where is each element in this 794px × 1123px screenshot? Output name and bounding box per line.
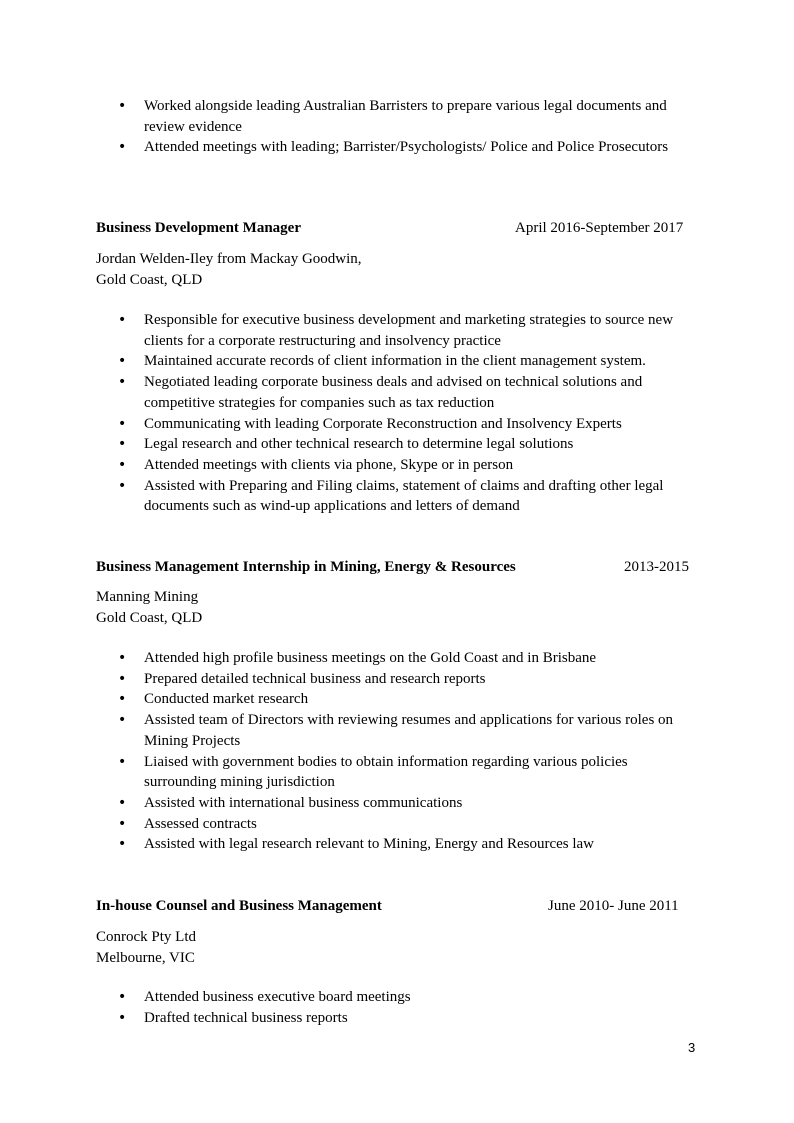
- job-dates: 2013-2015: [624, 559, 689, 575]
- list-item: • Prepared detailed technical business and research reports: [96, 669, 696, 690]
- org-location: Gold Coast, QLD: [96, 609, 203, 626]
- list-item: • Communicating with leading Corporate Reconstruction and Insolvency Experts: [96, 414, 696, 435]
- job-organization: [96, 587, 202, 628]
- list-item: • Responsible for executive business development and marketing strategies to source new clients for a corporate restructuring and insolvency practice: [96, 310, 696, 351]
- job-dates: June 2010- June 2011: [548, 898, 679, 914]
- job-header: [96, 556, 694, 578]
- org-name: Conrock Pty Ltd: [96, 929, 196, 945]
- job-organization: [96, 249, 362, 290]
- list-item: • Attended high profile business meetings on the Gold Coast and in Brisbane: [96, 648, 696, 669]
- job-bullet-block: [0, 987, 696, 1028]
- job-title: Business Management Internship in Mining, Energy & Resources: [96, 559, 516, 575]
- list-item: • Attended meetings with leading; Barrister/Psychologists/ Police and Police Prosecutors: [96, 137, 696, 158]
- list-item: • Assisted with legal research relevant to Mining, Energy and Resources law: [96, 834, 696, 855]
- list-item: • Maintained accurate records of client information in the client management system.: [96, 351, 696, 372]
- job-bullet-list: [0, 987, 696, 1028]
- org-name: Manning Mining: [96, 589, 199, 605]
- job-title: Business Development Manager: [96, 220, 301, 236]
- job-organization: [96, 927, 196, 968]
- list-item: • Legal research and other technical research to determine legal solutions: [96, 434, 696, 455]
- org-location: Gold Coast, QLD: [96, 271, 203, 288]
- job-bullet-list: [0, 648, 696, 855]
- list-item: • Drafted technical business reports: [96, 1008, 696, 1029]
- job-dates: April 2016-September 2017: [515, 220, 684, 236]
- job-header: [96, 217, 694, 239]
- list-item: • Conducted market research: [96, 689, 696, 710]
- page-number: 3: [688, 1040, 696, 1055]
- intro-bullet-list: [0, 96, 696, 158]
- intro-bullet-block: [0, 96, 696, 158]
- job-header: [96, 895, 694, 917]
- job-title: In-house Counsel and Business Management: [96, 898, 382, 914]
- list-item: • Assessed contracts: [96, 814, 696, 835]
- list-item: • Assisted with Preparing and Filing claims, statement of claims and drafting other legal documents such as wind-up applications and letters of demand: [96, 476, 696, 517]
- list-item: • Liaised with government bodies to obtain information regarding various policies surrounding mining jurisdiction: [96, 752, 696, 793]
- org-location: Melbourne, VIC: [96, 949, 195, 966]
- list-item: • Worked alongside leading Australian Barristers to prepare various legal documents and review evidence: [96, 96, 696, 137]
- list-item: • Attended business executive board meetings: [96, 987, 696, 1008]
- list-item: • Assisted with international business communications: [96, 793, 696, 814]
- job-bullet-list: [0, 310, 696, 517]
- list-item: • Negotiated leading corporate business deals and advised on technical solutions and competitive strategies for companies such as tax reduction: [96, 372, 696, 413]
- job-bullet-block: [0, 310, 696, 517]
- org-name: Jordan Welden-Iley from Mackay Goodwin,: [96, 251, 362, 267]
- job-bullet-block: [0, 648, 696, 855]
- list-item: • Assisted team of Directors with reviewing resumes and applications for various roles on Mining Projects: [96, 710, 696, 751]
- list-item: • Attended meetings with clients via phone, Skype or in person: [96, 455, 696, 476]
